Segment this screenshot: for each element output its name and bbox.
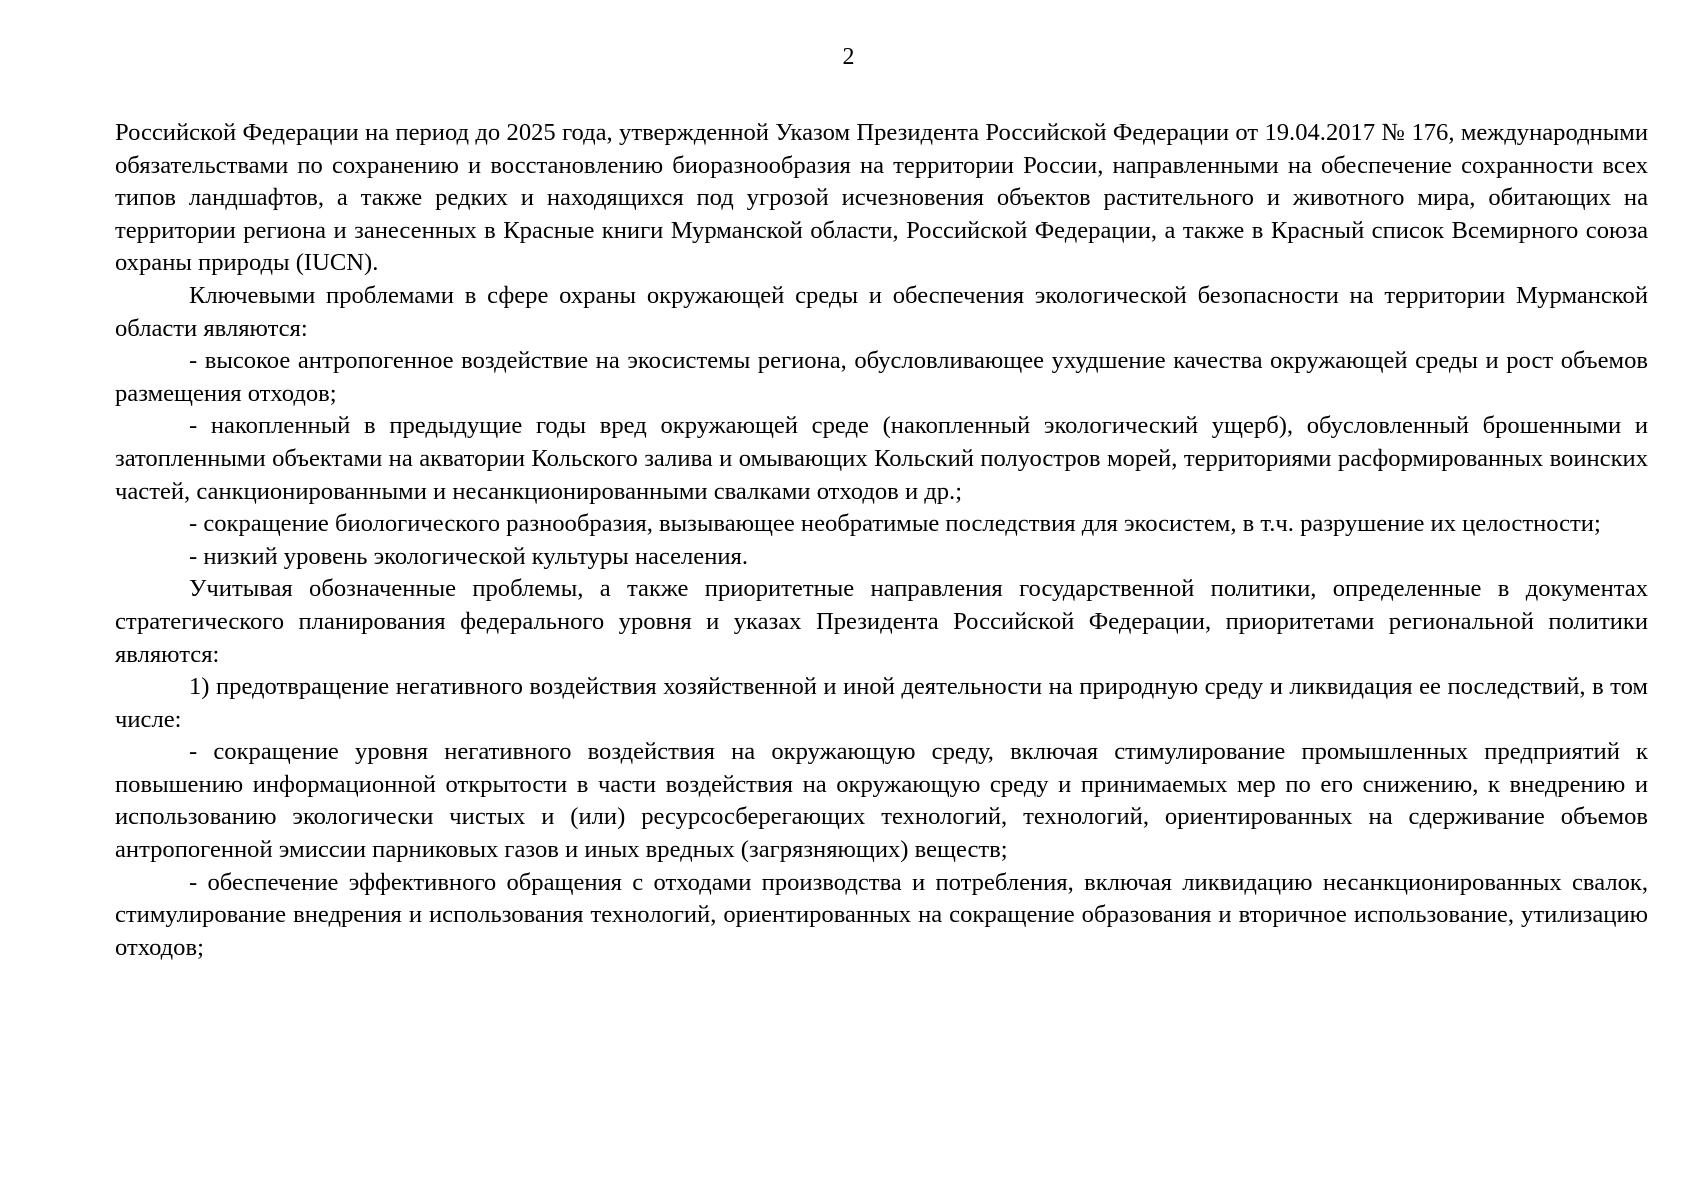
page-number: 2: [842, 44, 855, 70]
list-item-reduce-impact: - сокращение уровня негативного воздействия на окружающую среду, включая стимулирование промышленных предприятий к повышению информационной открытости в части воздействия на окружающую среду и принимаемых мер по его снижению, к внедрению и использованию экологически чистых и (или) ресурсосберегающих технологий, технологий, ориентированных на сдерживание объемов антропогенной эмиссии парниковых газов и иных вредных (загрязняющих) веществ;: [115, 738, 1648, 864]
document-body: [115, 117, 1648, 964]
list-item-accumulated-damage: - накопленный в предыдущие годы вред окружающей среде (накопленный экологический ущерб), обусловленный брошенными и затопленными объектами на акватории Кольского залива и омывающих Кольский полуостров морей, территориями расформированных воинских частей, санкционированными и несанкционированными свалками отходов и др.;: [115, 412, 1648, 505]
paragraph-priorities: Учитывая обозначенные проблемы, а также приоритетные направления государственной политики, определенные в документах стратегического планирования федерального уровня и указах Президента Российской Федерации, приоритетами региональной политики являются:: [115, 575, 1648, 668]
paragraph-continuation: Российской Федерации на период до 2025 года, утвержденной Указом Президента Российской Федерации от 19.04.2017 № 176, международными обязательствами по сохранению и восстановлению биоразнообразия на территории России, направленными на обеспечение сохранности всех типов ландшафтов, а также редких и находящихся под угрозой исчезновения объектов растительного и животного мира, обитающих на территории региона и занесенных в Красные книги Мурманской области, Российской Федерации, а также в Красный список Всемирного союза охраны природы (IUCN).: [115, 119, 1648, 277]
list-item-ecological-culture: - низкий уровень экологической культуры населения.: [189, 542, 749, 570]
paragraph-key-problems: Ключевыми проблемами в сфере охраны окружающей среды и обеспечения экологической безопасности на территории Мурманской области являются:: [115, 281, 1648, 342]
list-item-waste-management: - обеспечение эффективного обращения с отходами производства и потребления, включая ликвидацию несанкционированных свалок, стимулирование внедрения и использования технологий, ориентированных на сокращение образования и вторичное использование, утилизацию отходов;: [115, 868, 1648, 961]
list-item-anthropogenic-impact: - высокое антропогенное воздействие на экосистемы региона, обусловливающее ухудшение качества окружающей среды и рост объемов размещения отходов;: [115, 347, 1648, 407]
list-item-priority-1: 1) предотвращение негативного воздействия хозяйственной и иной деятельности на природную среду и ликвидация ее последствий, в том числе:: [115, 673, 1648, 733]
list-item-biodiversity-loss: - сокращение биологического разнообразия, вызывающее необратимые последствия для экосистем, в т.ч. разрушение их целостности;: [189, 510, 1601, 538]
